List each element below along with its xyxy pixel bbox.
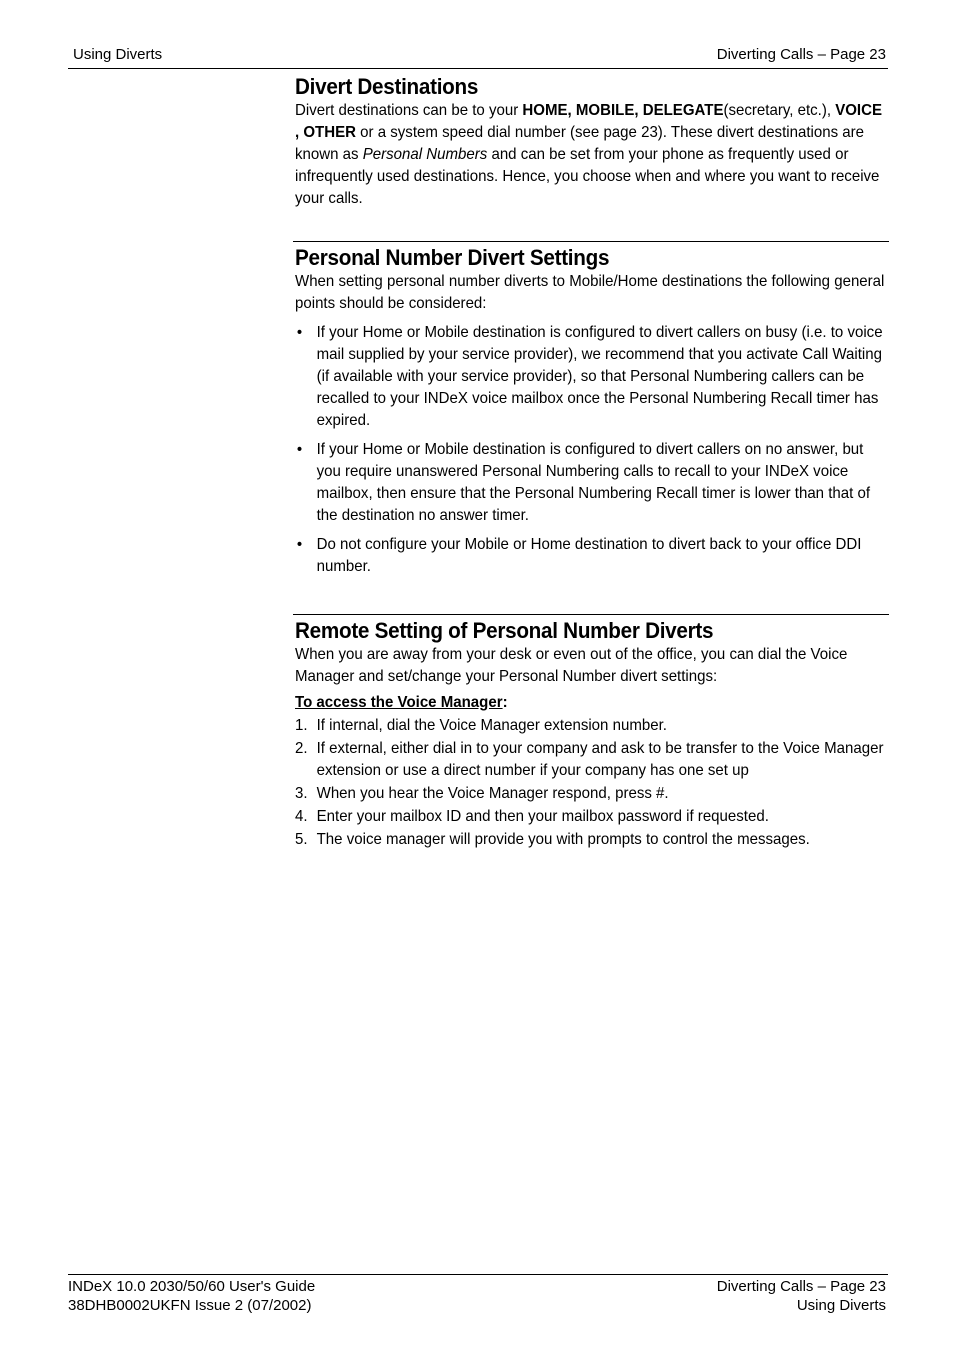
header-page-ref: Diverting Calls – Page 23: [716, 46, 886, 63]
step-text: If external, either dial in to your company and ask to be transfer to the Voice Manager extension or use a direct number if your company has one set up: [316, 740, 884, 779]
steps-list: [295, 715, 885, 851]
step-number: 2.: [295, 740, 308, 757]
bold-run: VOICE , OTHER: [295, 102, 883, 141]
footer-doc-id: 38DHB0002UKFN Issue 2 (07/2002): [68, 1297, 312, 1314]
step-text: If internal, dial the Voice Manager extension number.: [316, 717, 667, 734]
step-number: 4.: [295, 808, 308, 825]
bullet-list-wrapper: [295, 322, 885, 578]
section-remote-setting: [295, 616, 885, 851]
list-item: [295, 829, 885, 851]
steps-wrapper: [295, 715, 885, 851]
list-item: [295, 806, 885, 828]
section-title-personal-number: Personal Number Divert Settings: [295, 245, 610, 270]
step-text: The voice manager will provide you with prompts to control the messages.: [316, 831, 810, 848]
voice-manager-subheading: To access the Voice Manager: [295, 694, 503, 711]
remote-setting-intro: When you are away from your desk or even out of the office, you can dial the Voice Manager and set/change your Personal Number divert settings:: [295, 646, 848, 685]
header-section-name: Using Diverts: [73, 46, 163, 63]
text-run: or a system speed dial number (see page 23). These divert destinations are known as: [295, 124, 865, 163]
list-item-text: Do not configure your Mobile or Home destination to divert back to your office DDI number.: [316, 536, 862, 575]
list-item-text: If your Home or Mobile destination is configured to divert callers on no answer, but you require unanswered Personal Numbering calls to recall to your INDeX voice mailbox, then ensure that the Personal Numbering Recall timer is lower than that of the destination no answer timer.: [316, 441, 871, 524]
bullet-list: [295, 322, 885, 578]
list-item: [295, 439, 885, 527]
bullet-icon: •: [296, 536, 303, 553]
page-content: [295, 72, 885, 851]
list-item: [295, 534, 885, 578]
footer-left: [68, 1277, 315, 1315]
italic-run: Personal Numbers: [362, 146, 488, 163]
step-number: 3.: [295, 785, 308, 802]
step-text: Enter your mailbox ID and then your mailbox password if requested.: [316, 808, 769, 825]
list-item: [295, 738, 885, 782]
section-divert-destinations: [295, 72, 885, 210]
section-title-divert-destinations: Divert Destinations: [295, 74, 479, 99]
list-item: [295, 715, 885, 737]
footer-right: [717, 1277, 886, 1315]
footer-guide-title: INDeX 10.0 2030/50/60 User's Guide: [68, 1278, 316, 1295]
personal-number-intro: When setting personal number diverts to Mobile/Home destinations the following general points should be considered:: [295, 273, 885, 312]
page-footer: [68, 1274, 888, 1314]
step-text: When you hear the Voice Manager respond, press #.: [316, 785, 669, 802]
footer-page-ref: Diverting Calls – Page 23: [716, 1278, 886, 1295]
section-divider: [293, 241, 889, 242]
bullet-icon: •: [296, 324, 303, 341]
text-run: and can be set from your phone as frequently used or infrequently used destinations. Hence, you choose when and where you want to receive your calls.: [295, 146, 880, 207]
text-run: Divert destinations can be to your: [295, 102, 523, 119]
bold-run: HOME, MOBILE, DELEGATE: [522, 102, 724, 119]
step-number: 1.: [295, 717, 308, 734]
divert-destinations-paragraph: [295, 100, 885, 210]
section-title-remote-setting: Remote Setting of Personal Number Diverts: [295, 618, 714, 643]
page-header: [68, 44, 888, 69]
voice-manager-subheading-line: [295, 692, 885, 714]
list-item: [295, 783, 885, 805]
bullet-icon: •: [296, 441, 303, 458]
step-number: 5.: [295, 831, 308, 848]
subheading-colon: :: [502, 694, 508, 711]
list-item-text: If your Home or Mobile destination is configured to divert callers on busy (i.e. to voice mail supplied by your service provider), we recommend that you activate Call Waiting (if available with your service provider), so that Personal Numbering callers can be recalled to your INDeX voice mailbox once the Personal Numbering Recall timer has expired.: [316, 324, 883, 429]
section-personal-number: [295, 243, 885, 578]
section-divider: [293, 614, 889, 615]
footer-section-name: Using Diverts: [796, 1297, 886, 1314]
list-item: [295, 322, 885, 432]
text-run: (secretary, etc.),: [723, 102, 836, 119]
